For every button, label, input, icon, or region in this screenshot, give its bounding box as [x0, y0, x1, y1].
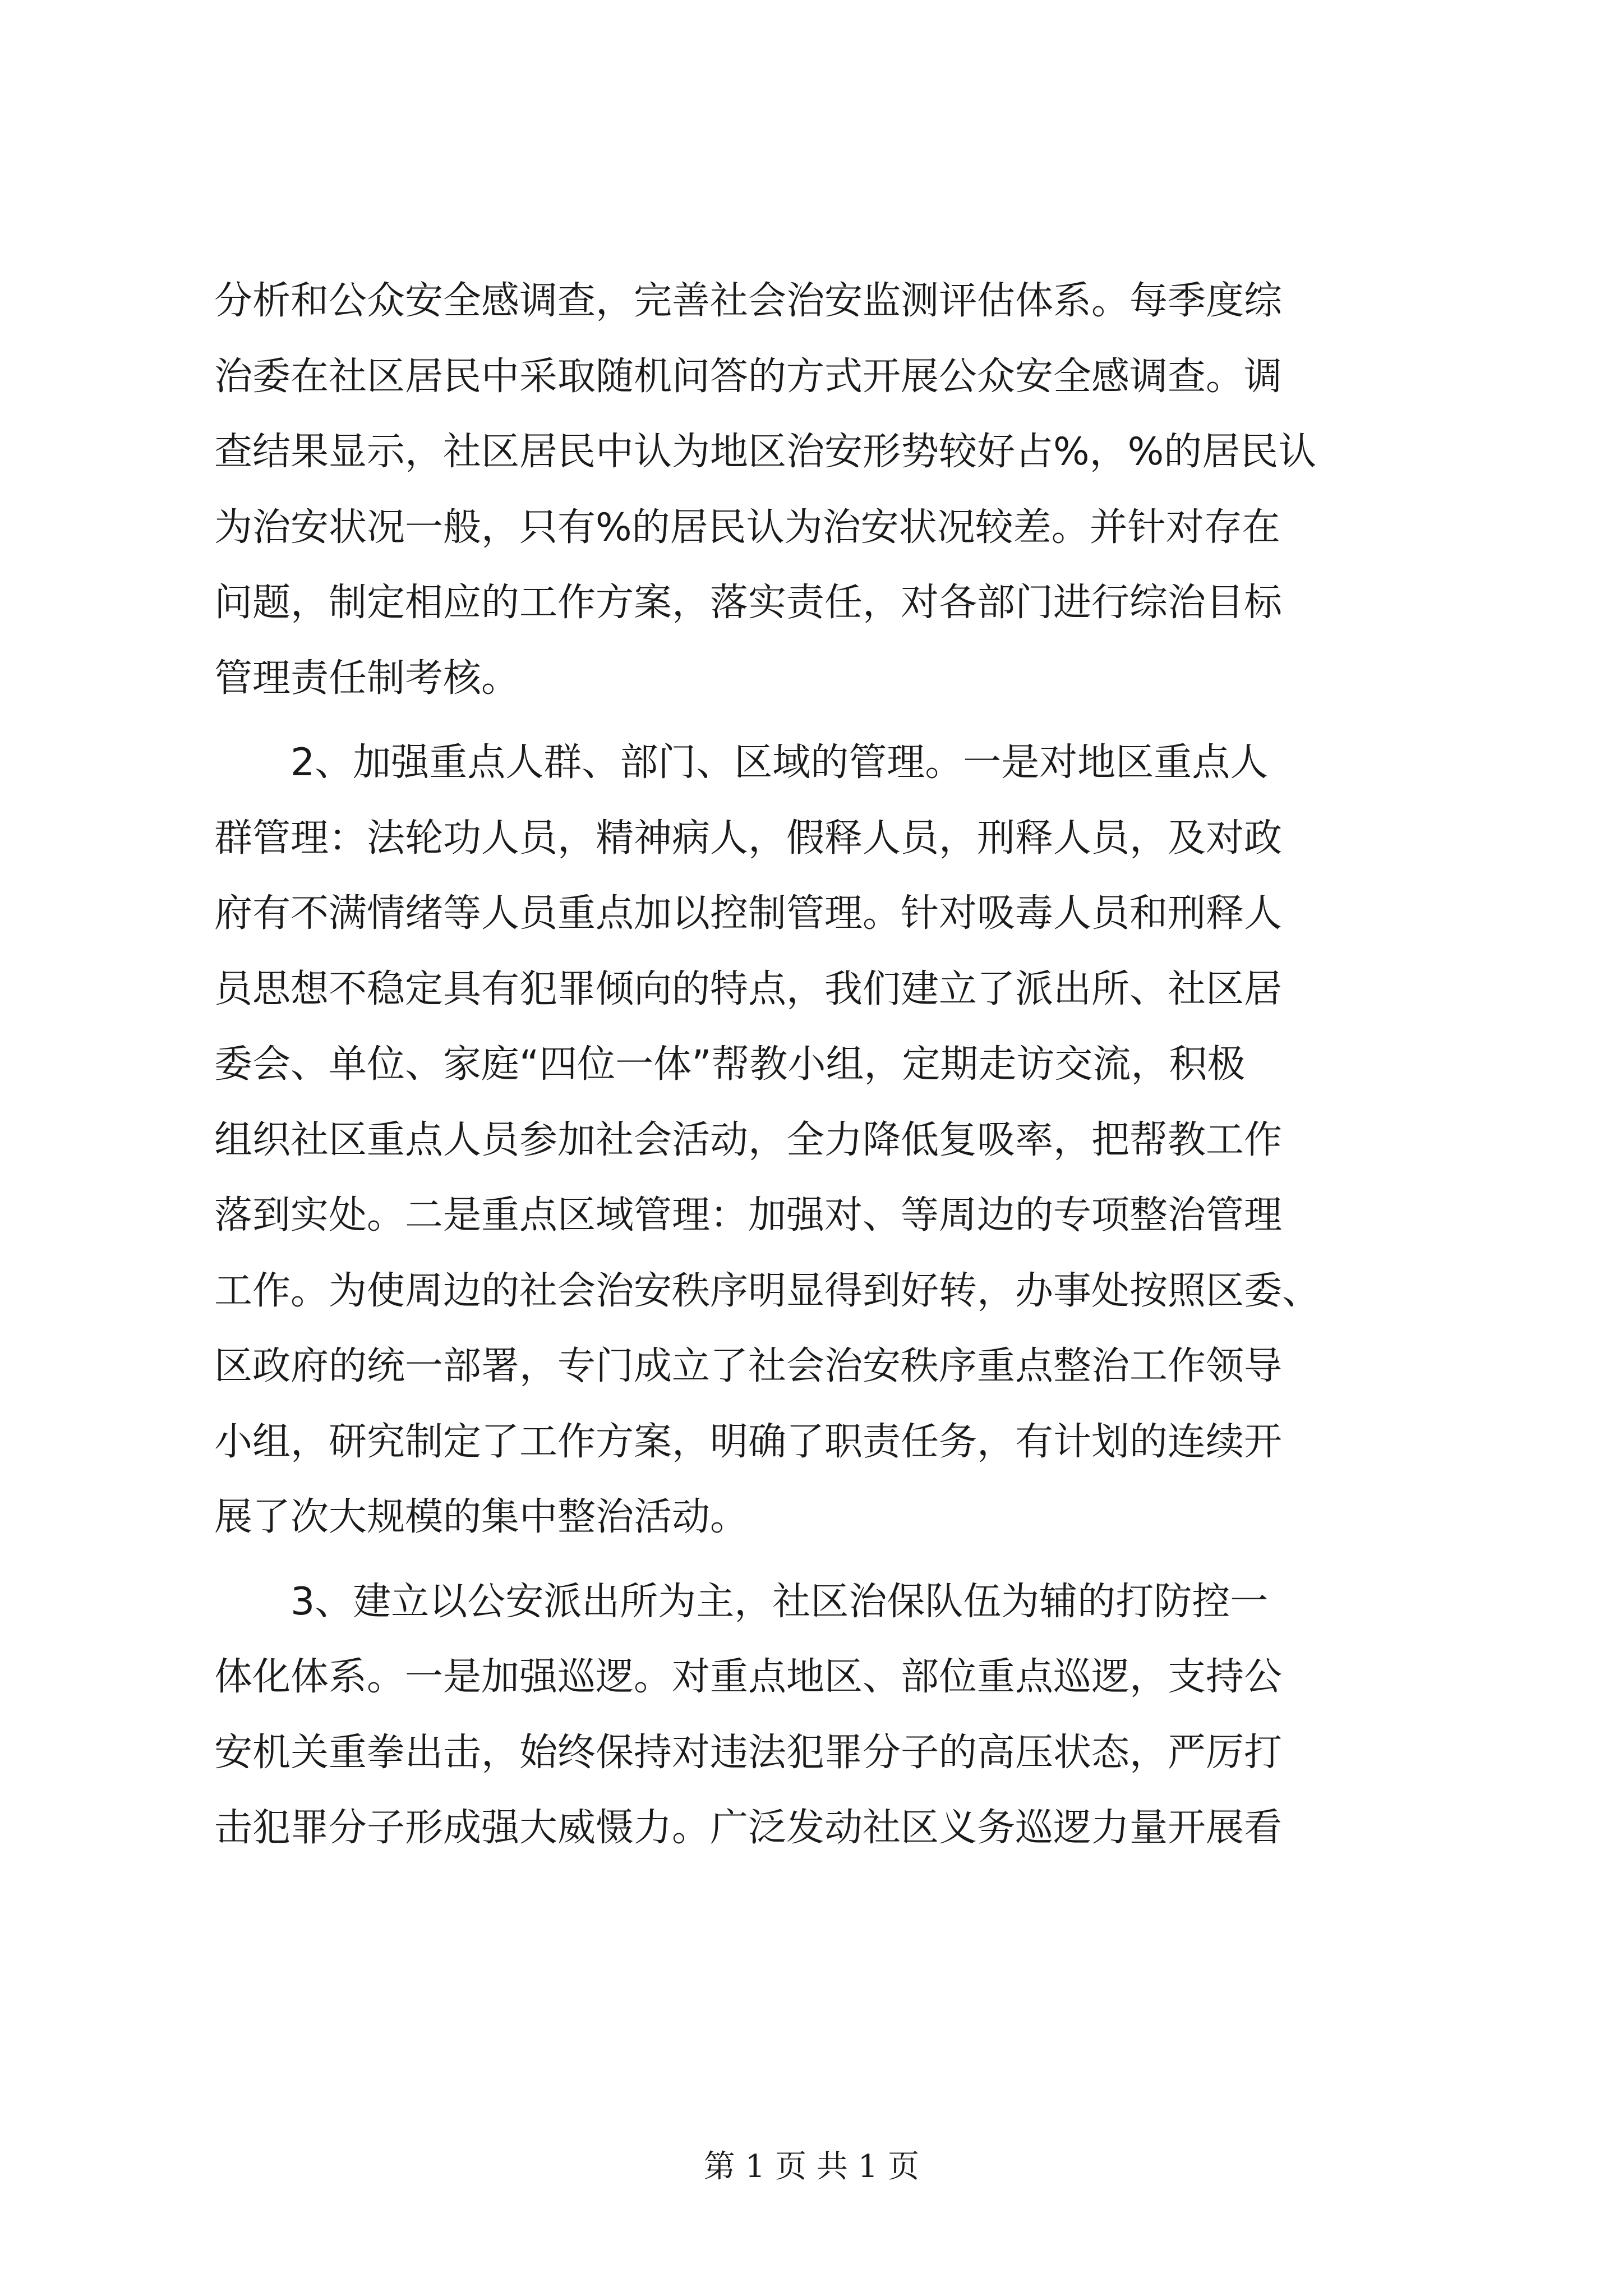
text-line: 安机关重拳出击，始终保持对违法犯罪分子的高压状态，严厉打 [214, 1730, 1283, 1775]
paragraph-3 [214, 1565, 1414, 1866]
text-line: 区政府的统一部署，专门成立了社会治安秩序重点整治工作领导 [214, 1344, 1283, 1388]
paragraph-2 [214, 725, 1414, 1556]
paragraph-spacer [214, 716, 1414, 725]
paragraph-1 [214, 264, 1414, 716]
text-line: 3、建立以公安派出所为主，社区治保队伍为辅的打防控一 [214, 1579, 1269, 1624]
text-line: 2、加强重点人群、部门、区域的管理。一是对地区重点人 [214, 740, 1269, 785]
page-number-label: 第 1 页 共 1 页 [703, 2148, 920, 2185]
text-line: 管理责任制考核。 [214, 656, 520, 701]
text-line: 问题，制定相应的工作方案，落实责任，对各部门进行综治目标 [214, 581, 1283, 625]
text-line: 击犯罪分子形成强大威慑力。广泛发动社区义务巡逻力量开展看 [214, 1806, 1283, 1850]
text-line: 查结果显示，社区居民中认为地区治安形势较好占%，%的居民认 [214, 430, 1317, 474]
text-line: 群管理：法轮功人员，精神病人，假释人员，刑释人员，及对政 [214, 816, 1283, 861]
text-line: 治委在社区居民中采取随机问答的方式开展公众安全感调查。调 [214, 354, 1283, 399]
text-line: 体化体系。一是加强巡逻。对重点地区、部位重点巡逻，支持公 [214, 1655, 1283, 1699]
text-line: 为治安状况一般，只有%的居民认为治安状况较差。并针对存在 [214, 505, 1280, 550]
text-line: 员思想不稳定具有犯罪倾向的特点，我们建立了派出所、社区居 [214, 967, 1283, 1011]
page-footer [0, 2142, 1623, 2187]
text-line: 展了次大规模的集中整治活动。 [214, 1495, 749, 1539]
text-line: 府有不满情绪等人员重点加以控制管理。针对吸毒人员和刑释人 [214, 891, 1283, 936]
text-line: 工作。为使周边的社会治安秩序明显得到好转，办事处按照区委、 [214, 1268, 1321, 1313]
text-line: 落到实处。二是重点区域管理：加强对、等周边的专项整治管理 [214, 1193, 1283, 1237]
text-line: 分析和公众安全感调查，完善社会治安监测评估体系。每季度综 [214, 279, 1283, 323]
document-body [214, 264, 1414, 1866]
text-line: 组织社区重点人员参加社会活动，全力降低复吸率，把帮教工作 [214, 1117, 1283, 1162]
text-line: 委会、单位、家庭“四位一体”帮教小组，定期走访交流，积极 [214, 1042, 1246, 1087]
text-line: 小组，研究制定了工作方案，明确了职责任务，有计划的连续开 [214, 1419, 1283, 1464]
paragraph-spacer [214, 1556, 1414, 1565]
